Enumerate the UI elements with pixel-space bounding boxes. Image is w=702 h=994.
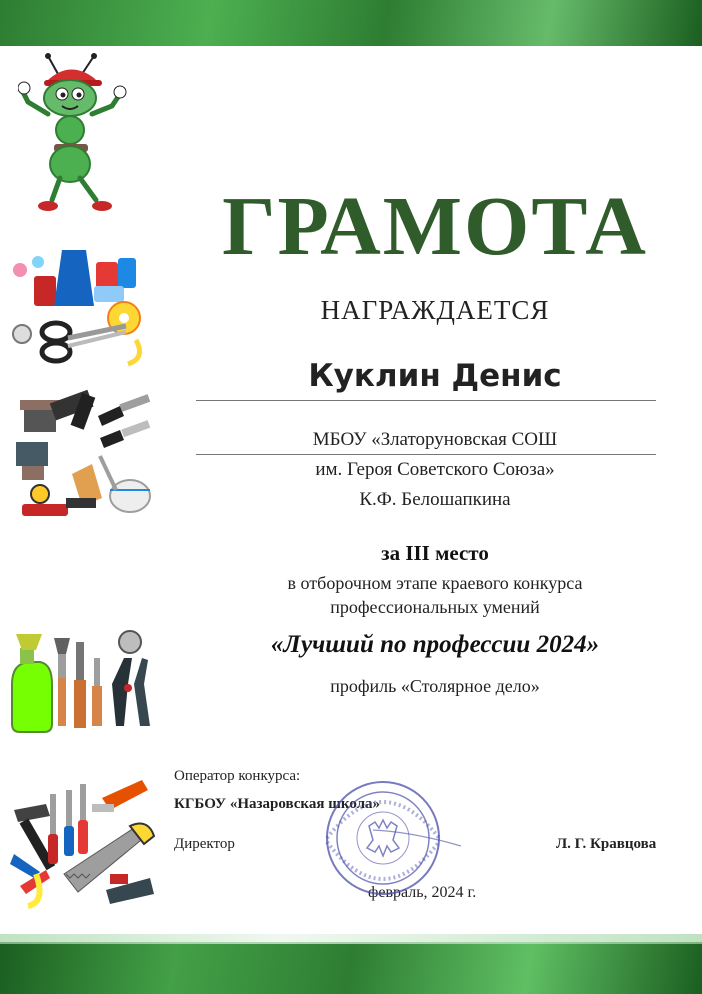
director-name: Л. Г. Кравцова — [556, 836, 657, 852]
place-text: за III место — [381, 541, 489, 565]
recipient-underline — [196, 400, 656, 401]
operator-name: КГБОУ «Назаровская школа» — [174, 796, 381, 812]
stage-line-2: профессиональных умений — [330, 597, 540, 617]
ant-mascot-icon — [18, 52, 128, 216]
stage-line-1: в отборочном этапе краевого конкурса — [287, 573, 583, 593]
school-line-1: МБОУ «Златоруновская СОШ — [312, 429, 558, 450]
stage-text — [200, 571, 670, 619]
issue-date: февраль, 2024 г. — [368, 884, 477, 901]
contest-name: «Лучший по профессии 2024» — [270, 631, 600, 658]
school-line-2: им. Героя Советского Союза» — [315, 459, 555, 480]
awarded-label: НАГРАЖДАЕТСЯ — [320, 295, 550, 325]
director-label: Директор — [174, 836, 235, 852]
operator-label: Оператор конкурса: — [174, 768, 301, 784]
school-underline — [196, 454, 656, 455]
top-decorative-band — [0, 0, 702, 46]
profile-text: профиль «Столярное дело» — [330, 676, 540, 696]
official-stamp — [313, 776, 463, 906]
recipient-name: Куклин Денис — [308, 358, 562, 394]
bottom-decorative-band — [0, 942, 702, 994]
garden-tools-icon — [6, 628, 156, 736]
school-line-3: К.Ф. Белошапкина — [359, 489, 511, 510]
school-block — [200, 425, 670, 515]
sewing-supplies-icon — [6, 240, 154, 368]
certificate-title: ГРАМОТА — [222, 180, 648, 273]
painting-tools-icon — [12, 386, 154, 526]
hand-tools-icon — [6, 774, 158, 910]
